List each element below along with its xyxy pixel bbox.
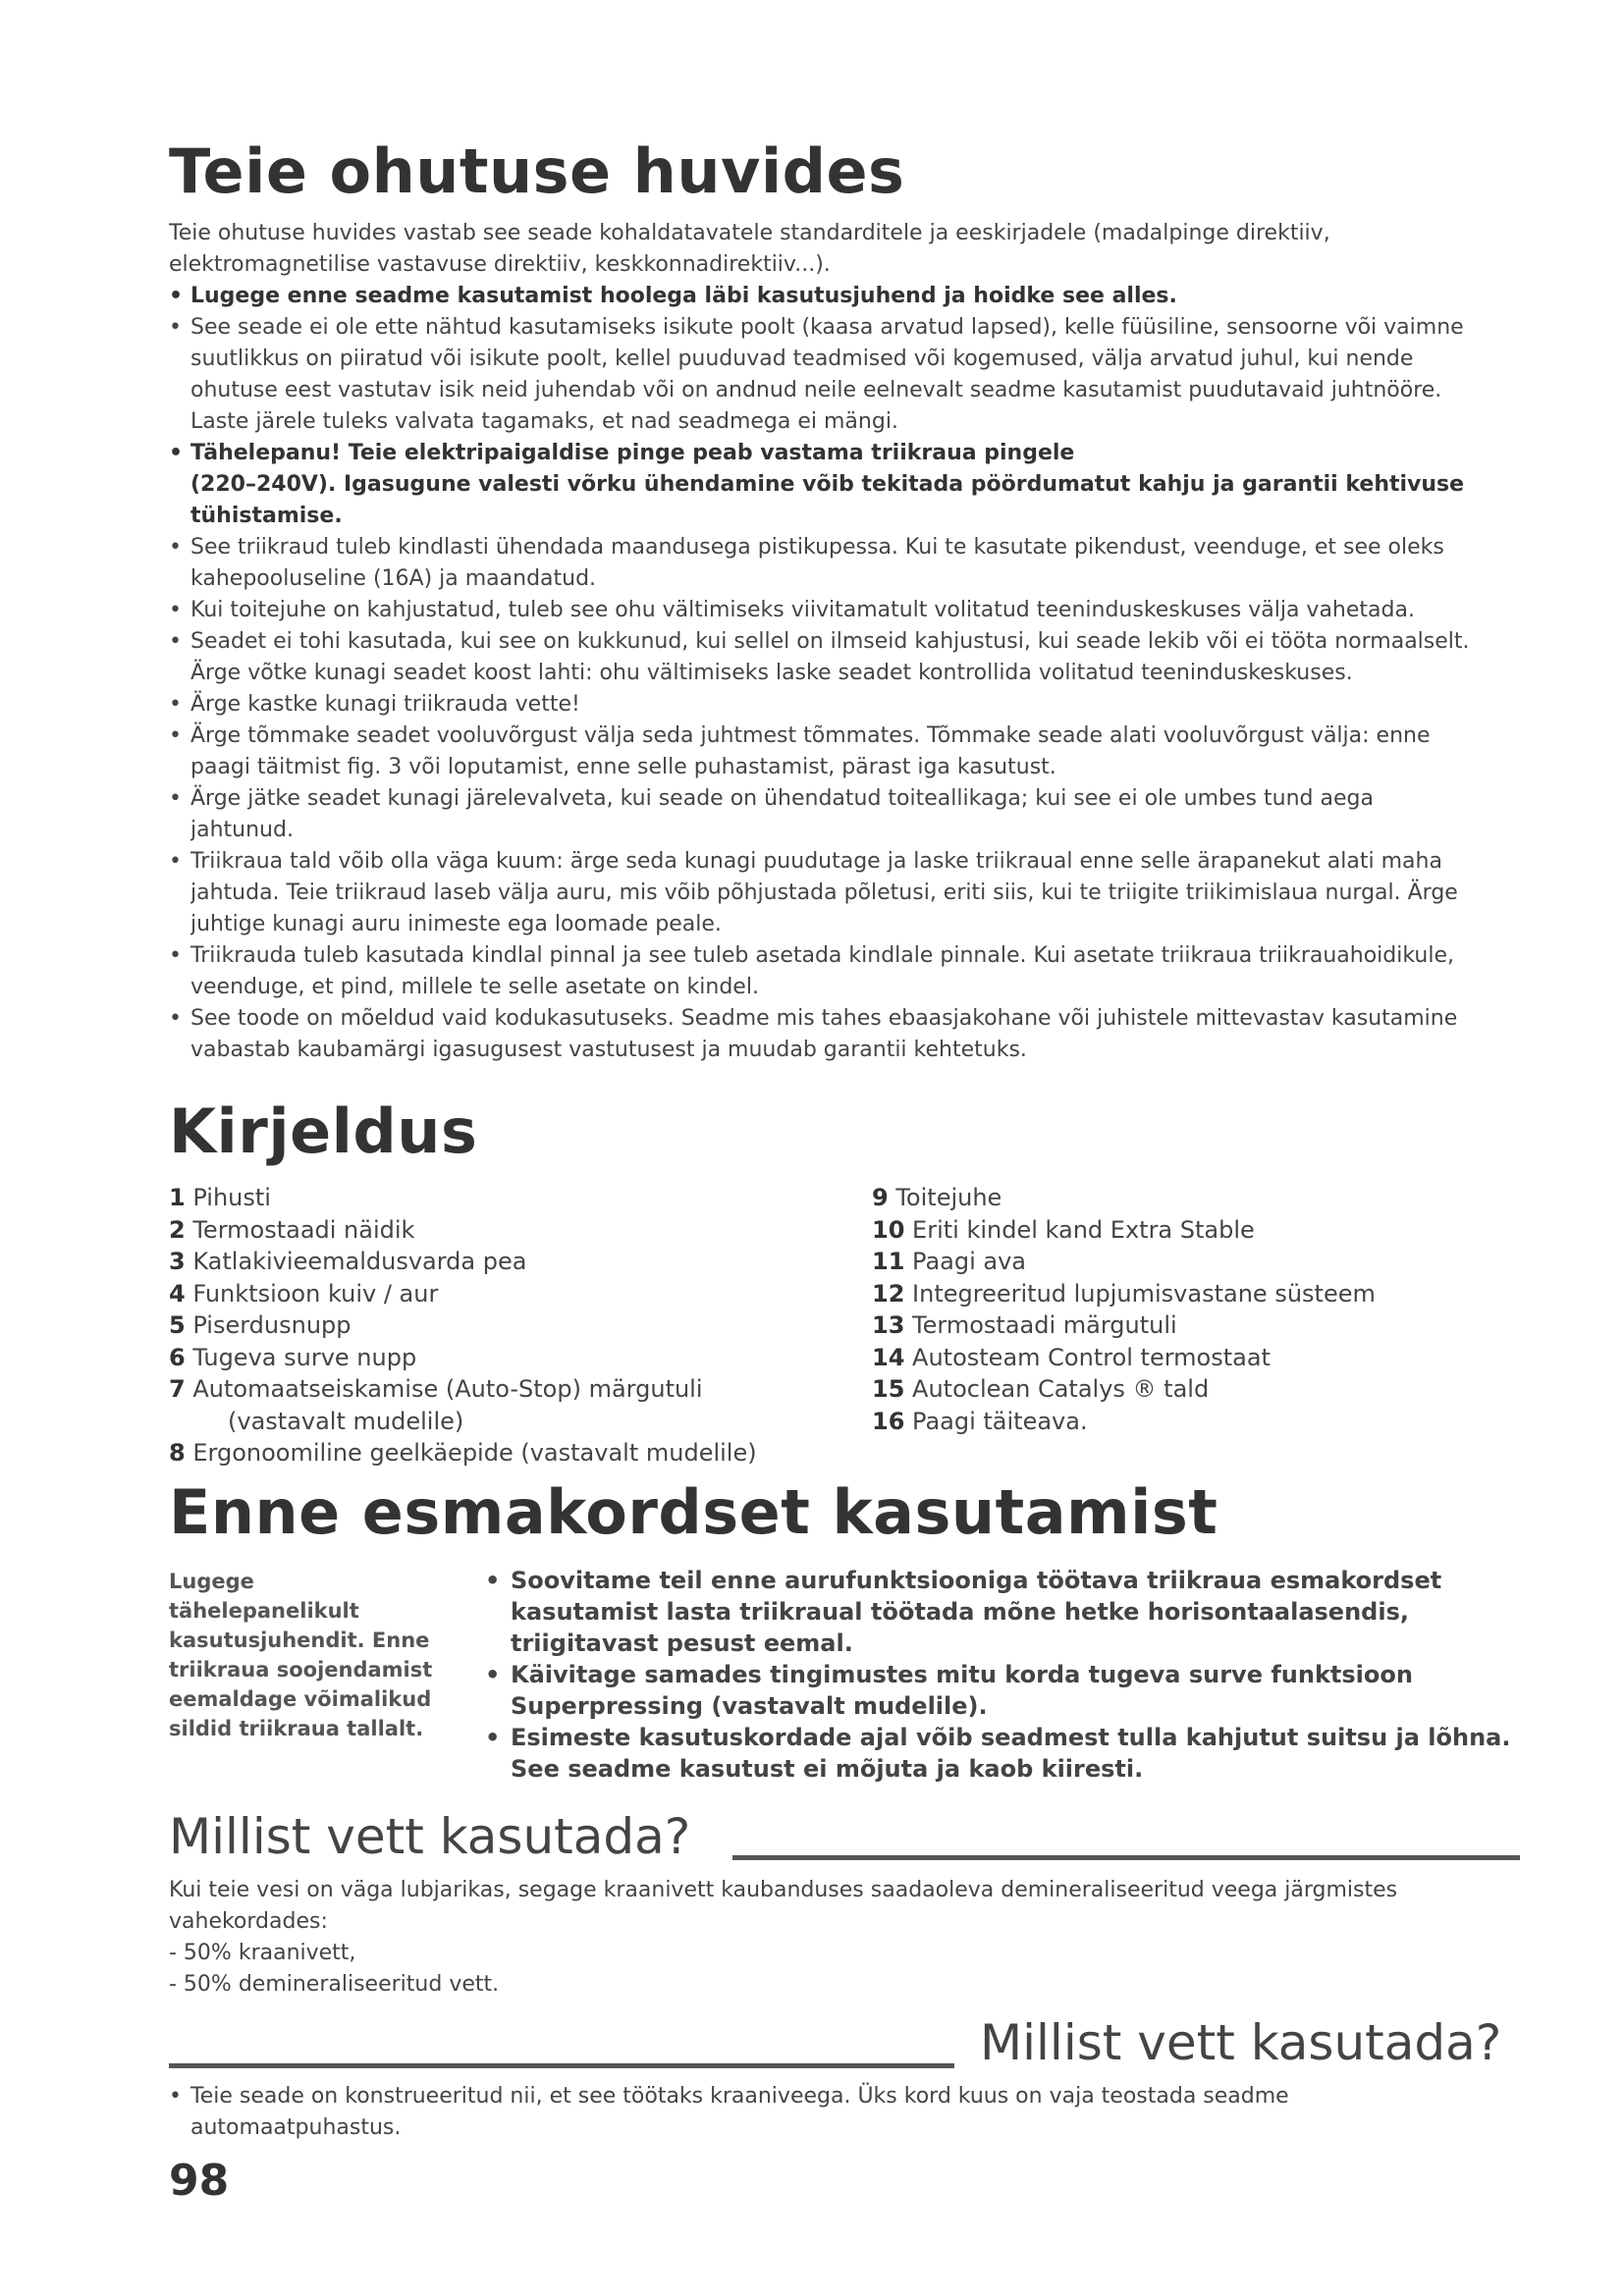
bullet-line: Lugege enne seadme kasutamist hoolega läbi kasutusjuhend ja hoidke see alles. [190, 284, 1177, 308]
bullet-line: juhtige kunagi auru inimeste ega loomade peale. [190, 912, 722, 936]
part-number: 7 [169, 1375, 186, 1403]
bullet-line: ohutuse eest vastutav isik neid juhendab või on andnud neile eelnevalt seadme kasutamist puudutavaid juhtnööre. [190, 378, 1442, 402]
part-number: 14 [872, 1343, 905, 1371]
bullet-line: kasutamist lasta triikraual töötada mõne hetke horisontaalasendis, [511, 1598, 1409, 1626]
bullet-line: Triikraua tald võib olla väga kuum: ärge seda kunagi puudutage ja laske triikraual enne selle ärapanekut alati maha [190, 849, 1442, 874]
bullet-line: Tähelepanu! Teie elektripaigaldise pinge peab vastama triikraua pingele [190, 441, 1075, 465]
bullet-line: See toode on mõeldud vaid kodukasutuseks. Seadme mis tahes ebaasjakohane või juhistele mittevastav kasutamine [190, 1006, 1458, 1031]
part-number: 8 [169, 1439, 186, 1467]
section-title-safety: Teie ohutuse huvides [169, 135, 905, 207]
first-use-bullet-item [485, 1722, 1585, 1785]
side-note-line: tähelepanelikult [169, 1599, 359, 1623]
side-note-line: eemaldage võimalikud [169, 1687, 432, 1711]
water-line: Kui teie vesi on väga lubjarikas, segage kraanivett kaubanduses saadaoleva demineraliseeritud veega järgmistes [169, 1878, 1398, 1902]
bullet-marker: • [485, 1567, 501, 1594]
part-item [872, 1342, 1376, 1374]
bullet-marker: • [169, 284, 184, 308]
part-number: 9 [872, 1184, 889, 1211]
parts-list-left [169, 1182, 757, 1469]
safety-intro-line: Teie ohutuse huvides vastab see seade kohaldatavatele standarditele ja eeskirjadele (madalpinge direktiiv, [169, 221, 1330, 245]
safety-intro-line: elektromagnetilise vastavuse direktiiv, keskkonnadirektiiv...). [169, 252, 831, 277]
bullet-line: suutlikkus on piiratud või isikute poolt, kellel puuduvad teadmised või kogemused, välja arvatud juhul, kui nende [190, 347, 1414, 371]
bullet-marker: • [169, 723, 182, 748]
bullet-marker: • [169, 441, 184, 465]
bullet-marker: • [169, 849, 182, 874]
side-note-line: Lugege [169, 1570, 254, 1593]
part-number: 6 [169, 1343, 186, 1371]
safety-bullet-item [169, 689, 1583, 721]
safety-bullet-item [169, 312, 1583, 438]
bullet-line: jahtunud. [190, 818, 294, 842]
part-label: Termostaadi näidik [192, 1215, 415, 1244]
bullet-marker: • [169, 315, 182, 340]
bullet-marker: • [169, 535, 182, 560]
part-item [169, 1246, 757, 1278]
safety-bullet-item [169, 532, 1583, 595]
water-paragraph [169, 1875, 1583, 2001]
part-number: 12 [872, 1279, 905, 1308]
part-item [872, 1182, 1376, 1214]
part-label: Funktsioon kuiv / aur [192, 1279, 439, 1308]
bullet-line: jahtuda. Teie triikraud laseb välja auru, mis võib põhjustada põletusi, eriti siis, kui te triigite triikimislaua nurgal. Ärge [190, 881, 1458, 905]
section-title-description: Kirjeldus [169, 1095, 478, 1167]
bullet-line: Kui toitejuhe on kahjustatud, tuleb see ohu vältimiseks viivitamatult volitatud teeninduskeskuses välja vahetada. [190, 598, 1415, 622]
part-item [169, 1278, 757, 1310]
bullet-line: automaatpuhastus. [190, 2115, 402, 2140]
part-label: Pihusti [192, 1184, 271, 1211]
part-number: 11 [872, 1248, 905, 1275]
safety-bullet-item [169, 1003, 1583, 1066]
side-note-line: sildid triikraua tallalt. [169, 1717, 424, 1740]
part-item [872, 1373, 1376, 1406]
bullet-line: Esimeste kasutuskordade ajal võib seadmest tulla kahjutut suitsu ja lõhna. [511, 1724, 1511, 1751]
page-number: 98 [169, 2156, 230, 2206]
part-item [169, 1214, 757, 1247]
part-item [169, 1309, 757, 1342]
part-number: 3 [169, 1248, 186, 1275]
part-label: Tugeva surve nupp [192, 1343, 417, 1371]
part-number: 5 [169, 1311, 186, 1339]
part-number: 16 [872, 1407, 905, 1435]
part-label: Katlakivieemaldusvarda pea [192, 1248, 527, 1275]
part-label: Autosteam Control termostaat [912, 1343, 1271, 1371]
part-number: 13 [872, 1311, 905, 1339]
part-label: Paagi ava [912, 1248, 1027, 1275]
part-item [169, 1373, 757, 1406]
bullet-line: paagi täitmist fig. 3 või loputamist, enne selle puhastamist, pärast iga kasutust. [190, 755, 1056, 779]
part-item [872, 1406, 1376, 1438]
part-label: Integreeritud lupjumisvastane süsteem [912, 1279, 1376, 1308]
bullet-line: Ärge jätke seadet kunagi järelevalveta, kui seade on ühendatud toiteallikaga; kui see ei ole umbes tund aega [190, 786, 1374, 811]
bullet-line: See seade ei ole ette nähtud kasutamiseks isikute poolt (kaasa arvatud lapsed), kelle füüsiline, sensoorne või vaimne [190, 315, 1464, 340]
side-note-line: kasutusjuhendit. Enne [169, 1629, 430, 1652]
bullet-line: Superpressing (vastavalt mudelile). [511, 1692, 988, 1720]
bullet-line: Triikrauda tuleb kasutada kindlal pinnal ja see tuleb asetada kindlale pinnale. Kui asetate triikraua triikrauahoidikule, [190, 943, 1455, 968]
safety-bullet-item [169, 626, 1583, 689]
part-item [169, 1342, 757, 1374]
bullet-line: Soovitame teil enne aurufunktsiooniga töötava triikraua esmakordset [511, 1567, 1442, 1594]
bullet-line: Ärge tõmmake seadet vooluvõrgust välja seda juhtmest tõmmates. Tõmmake seade alati vooluvõrgust välja: enne [190, 723, 1431, 748]
safety-bullet-item [169, 846, 1583, 940]
safety-bullet-item [169, 783, 1583, 846]
bullet-marker: • [169, 2084, 182, 2109]
part-item [872, 1246, 1376, 1278]
heading-rule [732, 1855, 1520, 1860]
bullet-line: Seadet ei tohi kasutada, kui see on kukkunud, kui sellel on ilmseid kahjustusi, kui seade lekib või ei tööta normaalselt. [190, 629, 1470, 654]
bullet-line: tühistamise. [190, 504, 343, 528]
part-item-continuation: (vastavalt mudelile) [228, 1407, 464, 1435]
bullet-marker: • [169, 786, 182, 811]
water-line: - 50% demineraliseeritud vett. [169, 1972, 500, 1997]
water2-bullet-item [169, 2081, 1583, 2144]
part-number: 15 [872, 1375, 905, 1403]
part-label: Termostaadi märgutuli [912, 1311, 1177, 1339]
bullet-line: Teie seade on konstrueeritud nii, et see töötaks kraaniveega. Üks kord kuus on vaja teostada seadme [190, 2084, 1289, 2109]
part-label: Eriti kindel kand Extra Stable [912, 1215, 1255, 1244]
section-title-water-2: Millist vett kasutada? [980, 2014, 1502, 2071]
bullet-line: See seadme kasutust ei mõjuta ja kaob kiiresti. [511, 1755, 1144, 1783]
bullet-line: Käivitage samades tingimustes mitu korda tugeva surve funktsioon [511, 1661, 1413, 1688]
part-item [169, 1437, 757, 1469]
water-line: vahekordades: [169, 1909, 328, 1934]
section-title-water-1: Millist vett kasutada? [169, 1808, 691, 1865]
bullet-marker: • [169, 692, 182, 717]
safety-bullet-item [169, 595, 1583, 626]
safety-bullet-item [169, 281, 1583, 312]
bullet-line: Laste järele tuleks valvata tagamaks, et nad seadmega ei mängi. [190, 409, 898, 434]
part-number: 2 [169, 1215, 186, 1244]
part-item [872, 1278, 1376, 1310]
bullet-marker: • [169, 598, 182, 622]
bullet-line: See triikraud tuleb kindlasti ühendada maandusega pistikupessa. Kui te kasutate pikendust, veenduge, et see oleks [190, 535, 1444, 560]
first-use-side-note [169, 1567, 463, 1743]
bullet-line: triigitavast pesust eemal. [511, 1629, 853, 1657]
bullet-marker: • [169, 1006, 182, 1031]
side-note-line: triikraua soojendamist [169, 1658, 433, 1682]
bullet-line: vabastab kaubamärgi igasugusest vastutusest ja muudab garantii kehtetuks. [190, 1038, 1027, 1062]
part-item [872, 1214, 1376, 1247]
bullet-line: Ärge kastke kunagi triikrauda vette! [190, 692, 580, 717]
safety-bullet-list [169, 281, 1583, 1066]
first-use-bullet-item [485, 1659, 1585, 1722]
bullet-line: Ärge võtke kunagi seadet koost lahti: ohu vältimiseks laske seadet kontrollida volitatud teeninduskeskuses. [190, 661, 1353, 685]
safety-bullet-item [169, 438, 1583, 532]
parts-list-right [872, 1182, 1376, 1437]
bullet-line: (220–240V). Igasugune valesti võrku ühendamine võib tekitada pöördumatut kahju ja garantii kehtivuse [190, 472, 1465, 497]
part-label: Toitejuhe [895, 1184, 1002, 1211]
bullet-marker: • [169, 943, 182, 968]
section-title-first-use: Enne esmakordset kasutamist [169, 1476, 1218, 1548]
heading-rule [169, 2063, 954, 2068]
part-label: Paagi täiteava. [912, 1407, 1088, 1435]
part-label: Piserdusnupp [192, 1311, 352, 1339]
bullet-line: veenduge, et pind, millele te selle asetate on kindel. [190, 975, 759, 999]
safety-bullet-item [169, 721, 1583, 783]
bullet-marker: • [169, 629, 182, 654]
part-label: Ergonoomiline geelkäepide (vastavalt mudelile) [192, 1439, 757, 1467]
part-number: 10 [872, 1215, 905, 1244]
first-use-bullet-list [485, 1565, 1585, 1785]
bullet-marker: • [485, 1661, 501, 1688]
safety-bullet-item [169, 940, 1583, 1003]
part-item [169, 1182, 757, 1214]
bullet-marker: • [485, 1724, 501, 1751]
water2-bullet-list [169, 2081, 1583, 2144]
part-number: 4 [169, 1279, 186, 1308]
part-label: Automaatseiskamise (Auto-Stop) märgutuli [192, 1375, 703, 1403]
first-use-bullet-item [485, 1565, 1585, 1659]
part-item [872, 1309, 1376, 1342]
part-label: Autoclean Catalys ® tald [912, 1375, 1210, 1403]
water-line: - 50% kraanivett, [169, 1941, 356, 1965]
safety-intro [169, 218, 1583, 281]
bullet-line: kahepooluseline (16A) ja maandatud. [190, 566, 597, 591]
part-number: 1 [169, 1184, 186, 1211]
